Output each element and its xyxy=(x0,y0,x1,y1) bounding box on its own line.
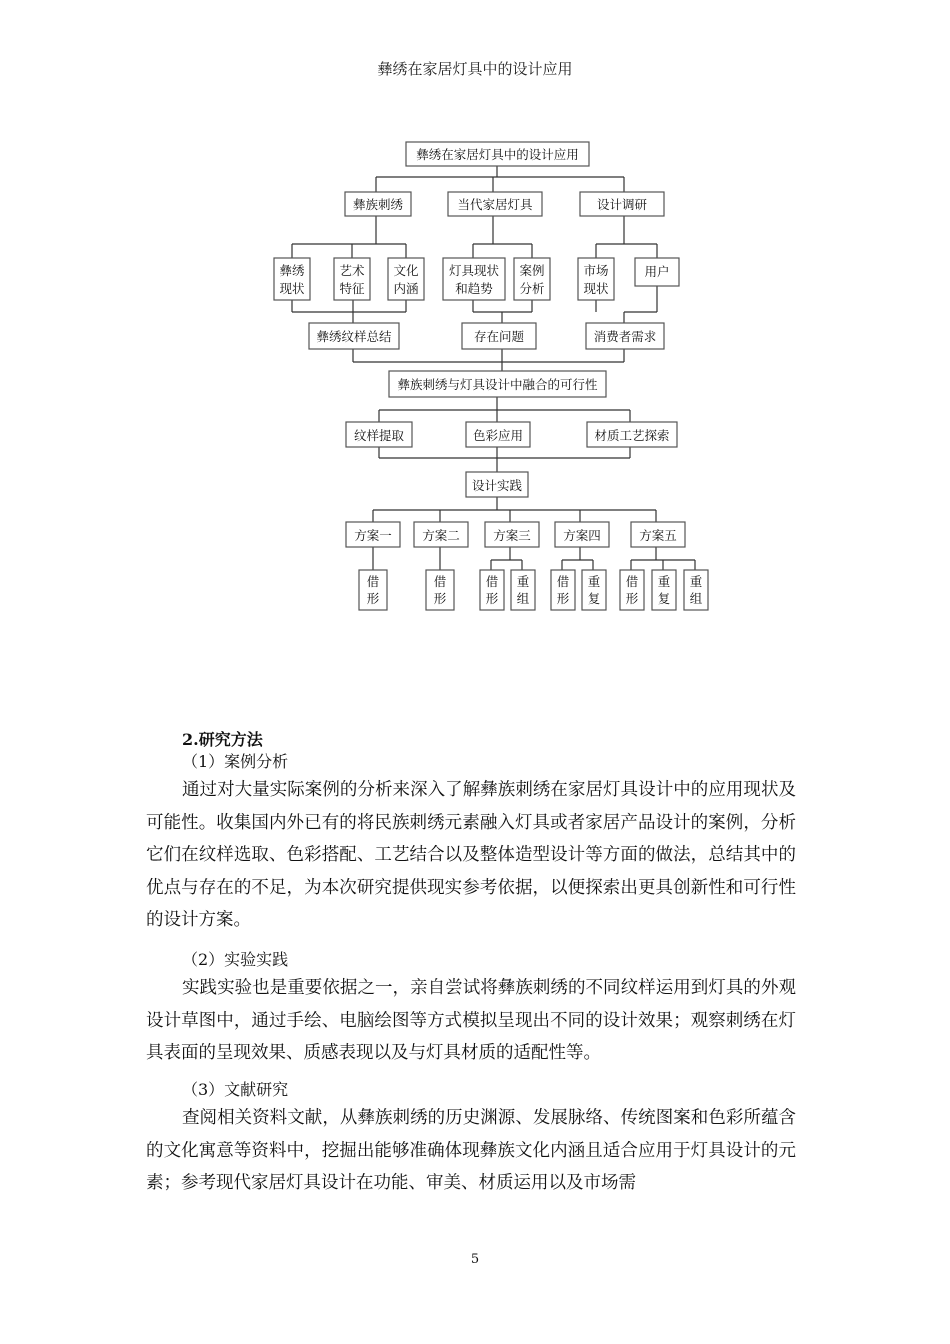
diagram-node-problems xyxy=(462,323,536,349)
svg-text:纹样提取: 纹样提取 xyxy=(353,428,405,443)
diagram-connectors xyxy=(292,166,695,570)
diagram-node-design-practice xyxy=(466,472,528,497)
svg-text:市场: 市场 xyxy=(583,263,609,278)
diagram-node-case-analysis xyxy=(514,258,550,300)
diagram-node-modern-lamps xyxy=(448,192,542,216)
svg-text:用户: 用户 xyxy=(644,264,670,279)
svg-text:重复: 重复 xyxy=(587,574,601,606)
diagram-node-lamp-trends xyxy=(443,258,505,300)
diagram-node-pattern-summary xyxy=(309,323,399,349)
svg-text:方案四: 方案四 xyxy=(563,528,601,543)
diagram-node-art-features xyxy=(334,258,370,300)
svg-text:设计实践: 设计实践 xyxy=(471,478,523,493)
running-header: 彝绣在家居灯具中的设计应用 xyxy=(377,60,573,78)
diagram-node-s5-borrow-form xyxy=(620,570,644,610)
diagram-node-scheme-5 xyxy=(631,522,685,547)
diagram-node-pattern-extraction xyxy=(346,422,412,447)
svg-text:色彩应用: 色彩应用 xyxy=(472,428,524,443)
diagram-node-consumer-needs xyxy=(586,323,664,349)
svg-text:材质工艺探索: 材质工艺探索 xyxy=(594,428,670,443)
diagram-node-scheme-4 xyxy=(555,522,609,547)
diagram-node-users xyxy=(635,258,679,286)
section-heading: 2.研究方法 xyxy=(182,730,263,749)
diagram-node-scheme-1 xyxy=(346,522,400,547)
svg-text:彝绣: 彝绣 xyxy=(279,263,305,278)
diagram-node-market xyxy=(578,258,614,300)
framework-svg xyxy=(0,130,950,630)
diagram-node-s1-borrow-form xyxy=(359,570,387,610)
svg-text:借形: 借形 xyxy=(433,574,447,606)
svg-text:彝绣在家居灯具中的设计应用: 彝绣在家居灯具中的设计应用 xyxy=(416,147,579,162)
svg-text:重组: 重组 xyxy=(516,574,530,606)
svg-text:灯具现状: 灯具现状 xyxy=(448,263,500,278)
svg-text:借形: 借形 xyxy=(366,574,380,606)
diagram-node-s3-borrow-form xyxy=(480,570,504,610)
svg-text:方案二: 方案二 xyxy=(422,528,460,543)
diagram-node-scheme-3 xyxy=(485,522,539,547)
diagram-node-yi-embroidery xyxy=(345,192,411,216)
research-framework-diagram xyxy=(0,130,950,630)
svg-text:案例: 案例 xyxy=(519,263,545,278)
svg-text:借形: 借形 xyxy=(556,574,570,606)
subheading-literature-research: （3）文献研究 xyxy=(182,1080,289,1099)
svg-text:消费者需求: 消费者需求 xyxy=(593,329,657,344)
svg-text:重复: 重复 xyxy=(657,574,671,606)
subheading-experiment-practice: （2）实验实践 xyxy=(182,950,289,969)
svg-text:现状: 现状 xyxy=(583,281,609,296)
diagram-node-feasibility xyxy=(389,371,606,397)
svg-text:彝族刺绣: 彝族刺绣 xyxy=(352,197,404,212)
diagram-node-s5-recombine xyxy=(684,570,708,610)
svg-text:彝族刺绣与灯具设计中融合的可行性: 彝族刺绣与灯具设计中融合的可行性 xyxy=(397,377,598,392)
svg-text:方案三: 方案三 xyxy=(493,528,531,543)
svg-text:艺术: 艺术 xyxy=(339,263,365,278)
diagram-node-scheme-2 xyxy=(414,522,468,547)
diagram-node-design-research xyxy=(580,192,664,216)
svg-text:内涵: 内涵 xyxy=(393,281,419,296)
svg-text:设计调研: 设计调研 xyxy=(596,197,648,212)
diagram-node-status xyxy=(274,258,310,300)
subheading-case-analysis: （1）案例分析 xyxy=(182,752,289,771)
diagram-node-material-craft xyxy=(587,422,677,447)
diagram-node-s4-borrow-form xyxy=(551,570,575,610)
svg-text:分析: 分析 xyxy=(519,281,545,296)
svg-text:当代家居灯具: 当代家居灯具 xyxy=(457,197,533,212)
svg-text:彝绣纹样总结: 彝绣纹样总结 xyxy=(316,329,392,344)
svg-text:重组: 重组 xyxy=(689,574,703,606)
paragraph-experiment-practice: 实践实验也是重要依据之一，亲自尝试将彝族刺绣的不同纹样运用到灯具的外观设计草图中，通过手绘、电脑绘图等方式模拟呈现出不同的设计效果；观察刺绣在灯具表面的呈现效果、质感表现以及与灯具材质的适配性等。 xyxy=(146,978,796,1063)
diagram-node-s5-repeat xyxy=(652,570,676,610)
svg-text:借形: 借形 xyxy=(485,574,499,606)
diagram-node-s3-recombine xyxy=(511,570,535,610)
svg-text:方案一: 方案一 xyxy=(354,528,392,543)
svg-text:文化: 文化 xyxy=(393,263,419,278)
svg-text:借形: 借形 xyxy=(625,574,639,606)
svg-text:存在问题: 存在问题 xyxy=(473,329,525,344)
diagram-node-s2-borrow-form xyxy=(426,570,454,610)
svg-text:和趋势: 和趋势 xyxy=(455,281,493,296)
svg-text:方案五: 方案五 xyxy=(639,528,677,543)
diagram-node-s4-repeat xyxy=(582,570,606,610)
diagram-node-culture xyxy=(388,258,424,300)
paragraph-case-analysis: 通过对大量实际案例的分析来深入了解彝族刺绣在家居灯具设计中的应用现状及可能性。收集国内外已有的将民族刺绣元素融入灯具或者家居产品设计的案例，分析它们在纹样选取、色彩搭配、工艺结合以及整体造型设计等方面的做法，总结其中的优点与存在的不足，为本次研究提供现实参考依据，以便探索出更具创新性和可行性的设计方案。 xyxy=(146,780,796,930)
page-number: 5 xyxy=(470,1252,480,1267)
paragraph-literature-research: 查阅相关资料文献，从彝族刺绣的历史渊源、发展脉络、传统图案和色彩所蕴含的文化寓意等资料中，挖掘出能够准确体现彝族文化内涵且适合应用于灯具设计的元素；参考现代家居灯具设计在功能、审美、材质运用以及市场需 xyxy=(146,1108,796,1193)
svg-text:现状: 现状 xyxy=(279,281,305,296)
svg-text:特征: 特征 xyxy=(339,281,365,296)
diagram-root-node xyxy=(406,142,589,166)
diagram-node-color-application xyxy=(466,422,530,447)
